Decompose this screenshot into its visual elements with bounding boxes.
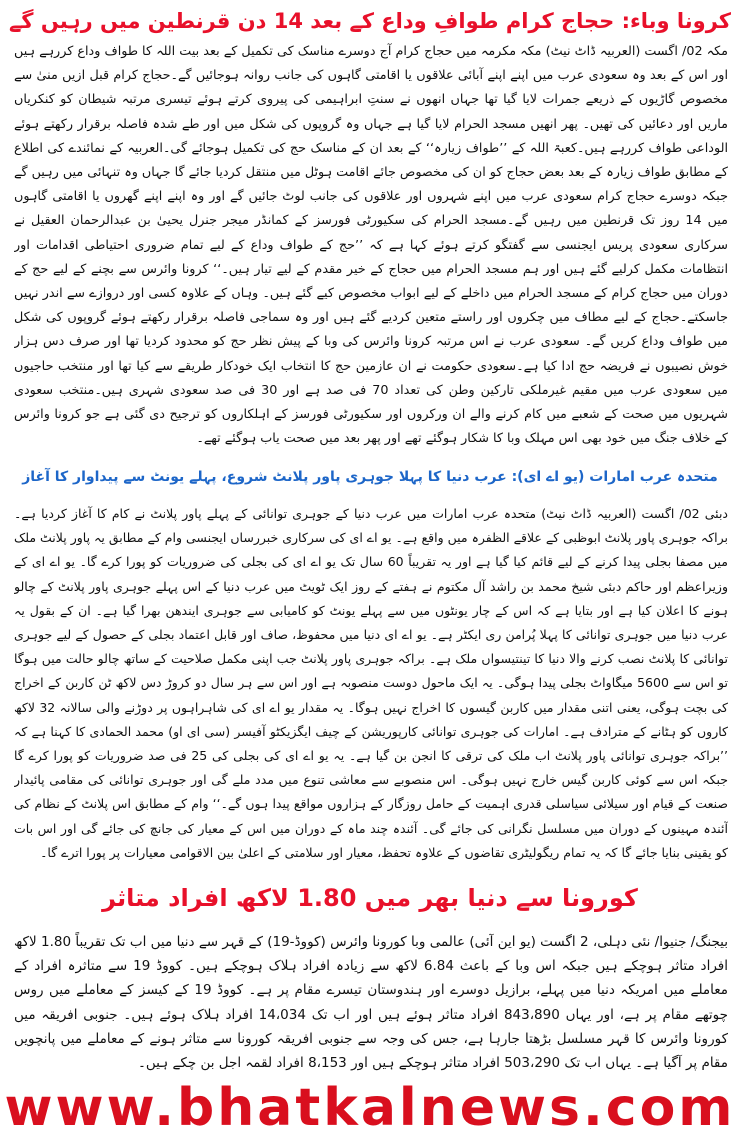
article-body-covid-world: بیجنگ/ جنیوا/ نئی دہلی، 2 اگست (یو این آئی) عالمی وبا کورونا وائرس (کووڈ-19) کے قہر سے دنیا میں اب تک تقریباً 1.80 لاکھ افراد متاثر ہوچکے ہیں جبکہ اس وبا کے باعث 6.84 لاکھ سے زیادہ افراد ہلاک ہوچکے ہیں۔ کووڈ 19 سے متاثرہ افراد کے معاملے میں امریکہ دنیا میں پہلے، برازیل دوسرے اور ہندوستان تیسرے مقام پر ہے۔ کووڈ 19 کے کیسز کے معاملے میں روس چوتھے مقام پر ہے، اور یہاں 843،890 افراد متاثر ہوئے ہیں اور اب تک 14،034 افراد ہلاک ہوئے ہیں۔ جنوبی افریقہ میں کورونا وائرس کا قہر مسلسل بڑھتا جارہا ہے، جس کی وجہ سے جنوبی افریقہ کورونا سے متاثر ہونے کے معاملے میں پانچویں مقام پر آگیا ہے۔ یہاں اب تک 503،290 افراد متاثر ہوچکے ہیں اور 8،153 افراد لقمہ اجل بن چکے ہیں۔ bbox=[14, 934, 728, 1072]
headline-uae-nuclear-plant: متحدہ عرب امارات (یو اے ای): عرب دنیا کا پہلا جوہری پاور پلانٹ شروع، پہلے یونٹ سے پیداوار کا آغاز bbox=[22, 469, 718, 485]
article-body-uae-nuclear: دبئی 02/ اگست (العربیہ ڈاٹ نیٹ) متحدہ عرب امارات میں عرب دنیا کے جوہری توانائی کے پہلے پاور پلانٹ نے کام کا آغاز کردیا ہے۔ براکہ جوہری پاور پلانٹ ابوظبی کے علاقے الظفرہ میں واقع ہے۔ یو اے ای کی سرکاری خبررساں ایجنسی وام کے مطابق یہ پاور پلانٹ ملک میں مصفا بجلی پیدا کرنے کے لیے قائم کیا گیا ہے اور یہ تقریباً 60 سال تک یو اے ای کی بجلی کی ضروریات کو پورا کرے گا۔ یو اے ای کے وزیراعظم اور حاکم دبئی شیخ محمد بن راشد آل مکتوم نے ہفتے کے روز ایک ٹویٹ میں عرب دنیا کے اس پہلے جوہری پاور پلانٹ کے چالو ہونے کا اعلان کیا ہے اور بتایا ہے کہ اس کے چار یونٹوں میں سے پہلے یونٹ کو کامیابی سے جوہری ایندھن بھرا گیا ہے۔ ان کے بقول یہ عرب دنیا میں جوہری توانائی کا پہلا پُرامن ری ایکٹر ہے۔ یو اے ای دنیا میں محفوظ، صاف اور قابل اعتماد بجلی کے حصول کے لیے جوہری توانائی کا پلانٹ نصب کرنے والا دنیا کا تینتیسواں ملک ہے۔ براکہ جوہری پاور پلانٹ جب اپنی مکمل صلاحیت کے ساتھ چالو حالت میں ہوگا تو اس سے 5600 میگاواٹ بجلی پیدا ہوگی۔ یہ ایک ماحول دوست منصوبہ ہے اور اس سے ہر سال دو کروڑ دس لاکھ ٹن کاربن کے اخراج کی بچت ہوگی، یعنی اتنی مقدار میں کاربن گیسوں کا اخراج نہیں ہوگا۔ یہ مقدار یو اے ای کی شاہراہوں پر دوڑنے والی سالانہ 32 لاکھ کاروں کو ہٹانے کے مترادف ہے۔ امارات کی جوہری توانائی کارپوریشن کے چیف ایگزیکٹو آفیسر (سی ای او) محمد الحمادی کا کہنا ہے کہ ’’براکہ جوہری توانائی پاور پلانٹ اب ملک کی ترقی کا انجن بن گیا ہے۔ یہ یو اے ای کی بجلی کی 25 فی صد ضروریات کو پورا کرے گا جبکہ اس سے کوئی کاربن گیس خارج نہیں ہوگی۔ اس منصوبے سے معاشی تنوع میں مدد ملے گی اور جوہری توانائی کی مقامی پائیدار صنعت کے قیام اور سیلائی سیاسلی قدری اہمیت کے حامل روزگار کے ہزاروں مواقع پیدا ہوں گے۔‘‘ وام کے مطابق اس پلانٹ کے نظام کی آئندہ مہینوں کے دوران میں مسلسل نگرانی کی جائے گی۔ آئندہ چند ماہ کے دوران میں اس کے معیار کی جانچ کی جائے گی اور اس بات کو یقینی بنایا جائے گا کہ یہ تمام ریگولیٹری تقاضوں کے علاوہ تحفظ، معیار اور سلامتی کے اعلیٰ بین الاقوامی معیارات پر پورا اترے گا۔ bbox=[14, 506, 728, 860]
site-url-footer[interactable]: www.bhatkalnews.com bbox=[4, 1084, 736, 1132]
headline-covid-world: کورونا سے دنیا بھر میں 1.80 لاکھ افراد متاثر bbox=[102, 884, 638, 912]
headline-covid-hajj: کرونا وباء: حجاج کرام طوافِ وداع کے بعد 14 دن قرنطین میں رہیں گے bbox=[9, 9, 731, 33]
article-body-hajj: مکہ 02/ اگست (العربیہ ڈاٹ نیٹ) مکہ مکرمہ میں حجاج کرام آج دوسرے مناسک کی تکمیل کے بعد بیت اللہ کا طواف وداع کررہے ہیں اور اس کے بعد وہ سعودی عرب میں اپنے اپنے آبائی علاقوں یا اقامتی گاہوں کی جانب روانہ ہوجائیں گے۔حجاج کرام قبل ازیں منیٰ سے مخصوص گاڑیوں کے ذریعے جمرات لایا گیا تھا جہاں انھوں نے سنتِ ابراہیمی کی پیروی کرتے ہوئے تیسری مرتبہ شیطان کو کنکریاں ماریں اور دعائیں کی تھیں۔ پھر انھیں مسجد الحرام لایا گیا ہے جہاں وہ گروپوں کی شکل میں اور طے شدہ فاصلہ برقرار رکھتے ہوئے الوداعی طواف کررہے ہیں۔کعبۃ اللہ کے ’’طواف زیارہ‘‘ کے بعد ان کے مناسک حج کی تکمیل ہوجائے گی۔العربیہ کے نمائندے کی اطلاع کے مطابق طواف زیارہ کے بعد بعض حجاج کو ان کی مخصوص جائے اقامت ہوٹل میں منتقل کردیا جائے گا جہاں وہ تنہائی میں رہیں گے جبکہ دوسرے حجاج کرام سعودی عرب میں اپنے شہروں اور علاقوں کی جانب لوٹ جائیں گے اور وہ اپنے اپنے گھروں یا اقامتی گاہوں میں 14 روز تک قرنطین میں رہیں گے۔مسجد الحرام کی سکیورٹی فورسز کے کمانڈر میجر جنرل یحییٰ بن عبدالرحمان العقیل نے سرکاری سعودی پریس ایجنسی سے گفتگو کرتے ہوئے کہا ہے کہ ’’حج کے طواف وداع کے لیے تمام ضروری احتیاطی اقدامات اور انتظامات مکمل کرلیے گئے ہیں اور ہم مسجد الحرام میں حجاج کے خیر مقدم کے لیے تیار ہیں۔‘‘ کرونا وائرس سے بچنے کے لیے حج کے دوران میں حجاج کرام کے مسجد الحرام میں داخلے کے لیے ابواب مخصوص کیے گئے ہیں۔ وہاں کے علاوہ کسی اور دروازے سے اندر نہیں جاسکتے۔حجاج کے لیے مطاف میں چکروں اور راستے متعین کردیے گئے ہیں اور وہ سماجی فاصلہ برقرار رکھتے ہوئے گروپوں کی شکل میں طواف وداع کریں گے۔ سعودی عرب نے اس مرتبہ کرونا وائرس کی وبا کے پیش نظر حج کو محدود کردیا تھا اور صرف دس ہزار خوش نصیبوں نے فریضہ حج ادا کیا ہے۔سعودی حکومت نے ان عازمین حج کا انتخاب ایک خودکار طریقے سے کیا تھا اور منتخب حاجیوں میں سعودی عرب میں مقیم غیرملکی تارکین وطن کی تعداد 70 فی صد ہے اور 30 فی صد سعودی شہری ہیں۔منتخب سعودی شہریوں میں صحت کے شعبے میں کام کرنے والے ان ورکروں اور سکیورٹی فورسز کے اہلکاروں کو ترجیح دی گئی ہے جو کرونا وائرس کے خلاف جنگ میں خود بھی اس مہلک وبا کا شکار ہوگئے تھے اور پھر بعد میں صحت یاب ہوگئے تھے۔ bbox=[14, 44, 728, 447]
